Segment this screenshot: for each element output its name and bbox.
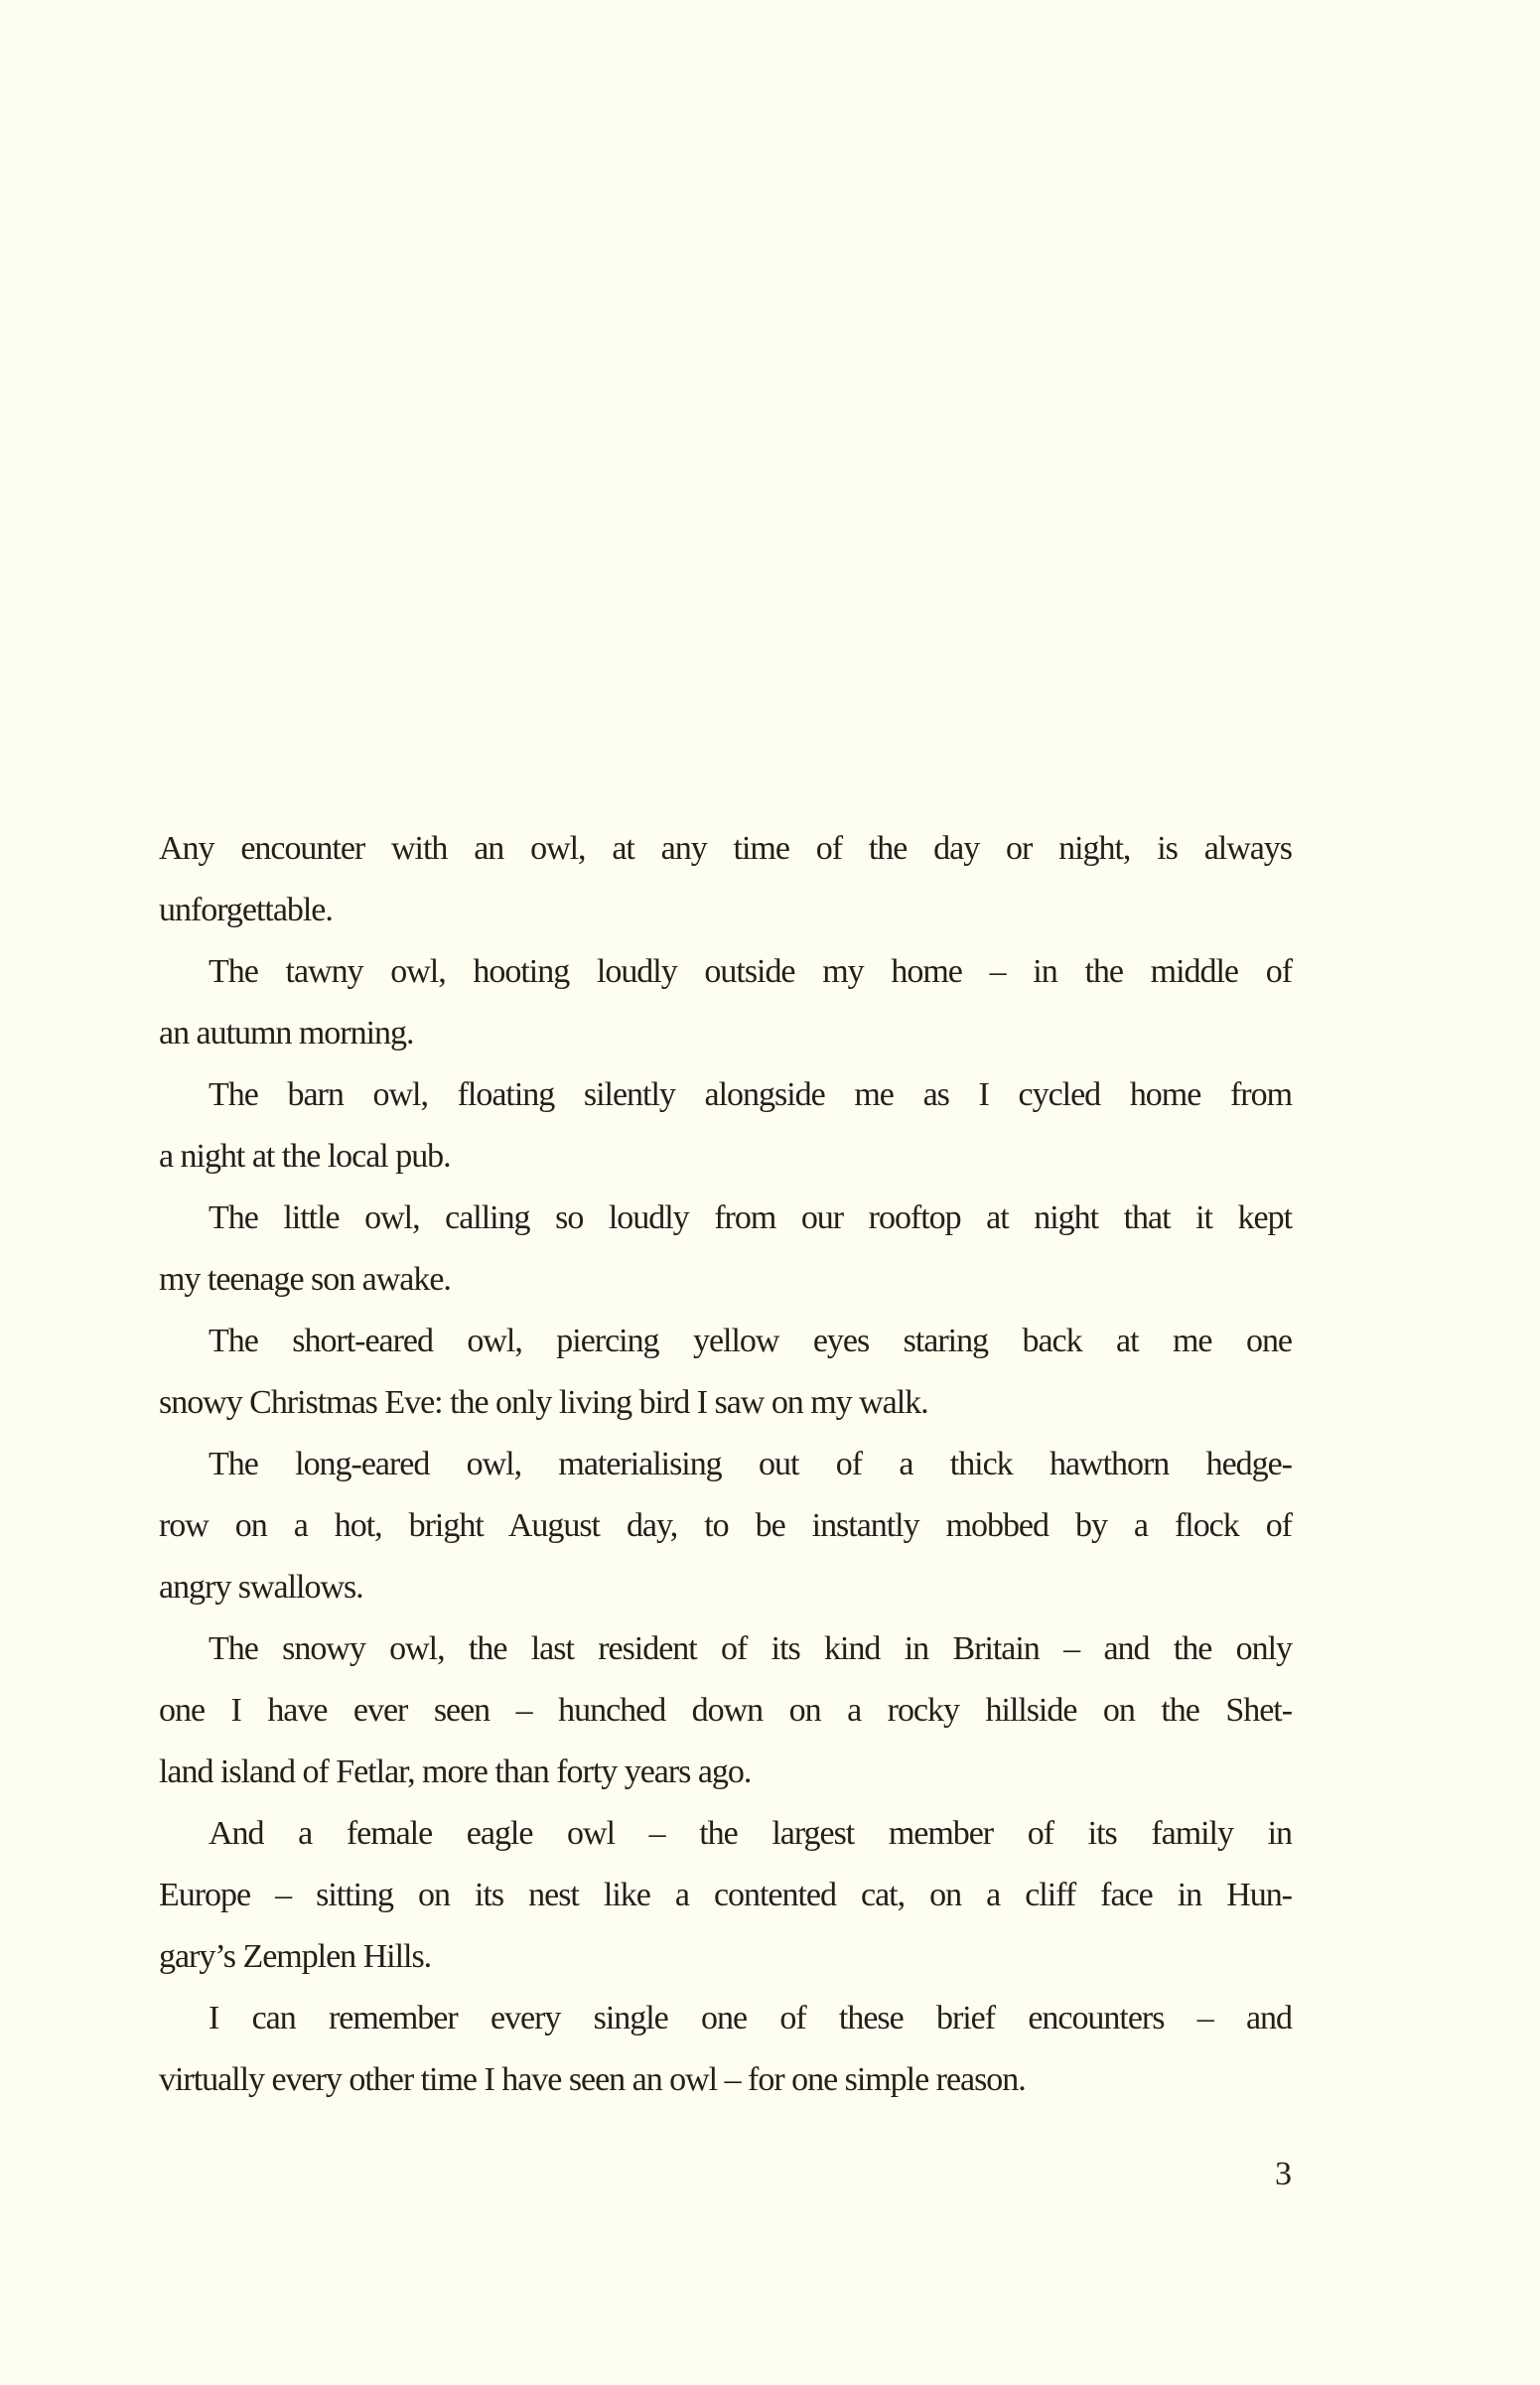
text-line: land island of Fetlar, more than forty years ago.	[159, 1754, 752, 1790]
paragraph	[159, 1188, 1292, 1311]
text-line: The snowy owl, the last resident of its kind in Britain – and the only	[209, 1630, 1292, 1667]
text-line: I can remember every single one of these brief encounters – and	[209, 2000, 1292, 2036]
text-line: one I have ever seen – hunched down on a rocky hillside on the Shet-	[159, 1692, 1292, 1729]
text-line: The short-eared owl, piercing yellow eyes staring back at me one	[209, 1323, 1292, 1359]
text-line: Any encounter with an owl, at any time of the day or night, is always	[159, 830, 1292, 867]
text-line: virtually every other time I have seen an owl – for one simple reason.	[159, 2061, 1026, 2098]
text-line: The little owl, calling so loudly from our rooftop at night that it kept	[209, 1199, 1292, 1236]
text-line: gary’s Zemplen Hills.	[159, 1938, 432, 1975]
page-number: 3	[1275, 2156, 1292, 2192]
text-line: my teenage son awake.	[159, 1261, 451, 1298]
paragraph	[159, 818, 1292, 941]
paragraph	[159, 1064, 1292, 1188]
paragraph	[159, 1434, 1292, 1618]
paragraph	[159, 1311, 1292, 1434]
paragraph	[159, 1618, 1292, 1803]
text-line: an autumn morning.	[159, 1015, 414, 1052]
text-line: row on a hot, bright August day, to be instantly mobbed by a flock of	[159, 1507, 1292, 1544]
text-line: a night at the local pub.	[159, 1138, 451, 1175]
text-line: The barn owl, floating silently alongside me as I cycled home from	[209, 1076, 1292, 1113]
paragraph	[159, 1988, 1292, 2111]
text-line: The long-eared owl, materialising out of a thick hawthorn hedge-	[209, 1446, 1292, 1482]
paragraph	[159, 1803, 1292, 1988]
text-line: And a female eagle owl – the largest member of its family in	[209, 1815, 1292, 1852]
paragraph	[159, 941, 1292, 1064]
body-text	[159, 818, 1292, 2111]
text-line: unforgettable.	[159, 892, 333, 928]
text-line: snowy Christmas Eve: the only living bird I saw on my walk.	[159, 1384, 928, 1421]
text-line: Europe – sitting on its nest like a contented cat, on a cliff face in Hun-	[159, 1877, 1292, 1913]
text-line: angry swallows.	[159, 1569, 363, 1606]
text-line: The tawny owl, hooting loudly outside my home – in the middle of	[209, 953, 1292, 990]
